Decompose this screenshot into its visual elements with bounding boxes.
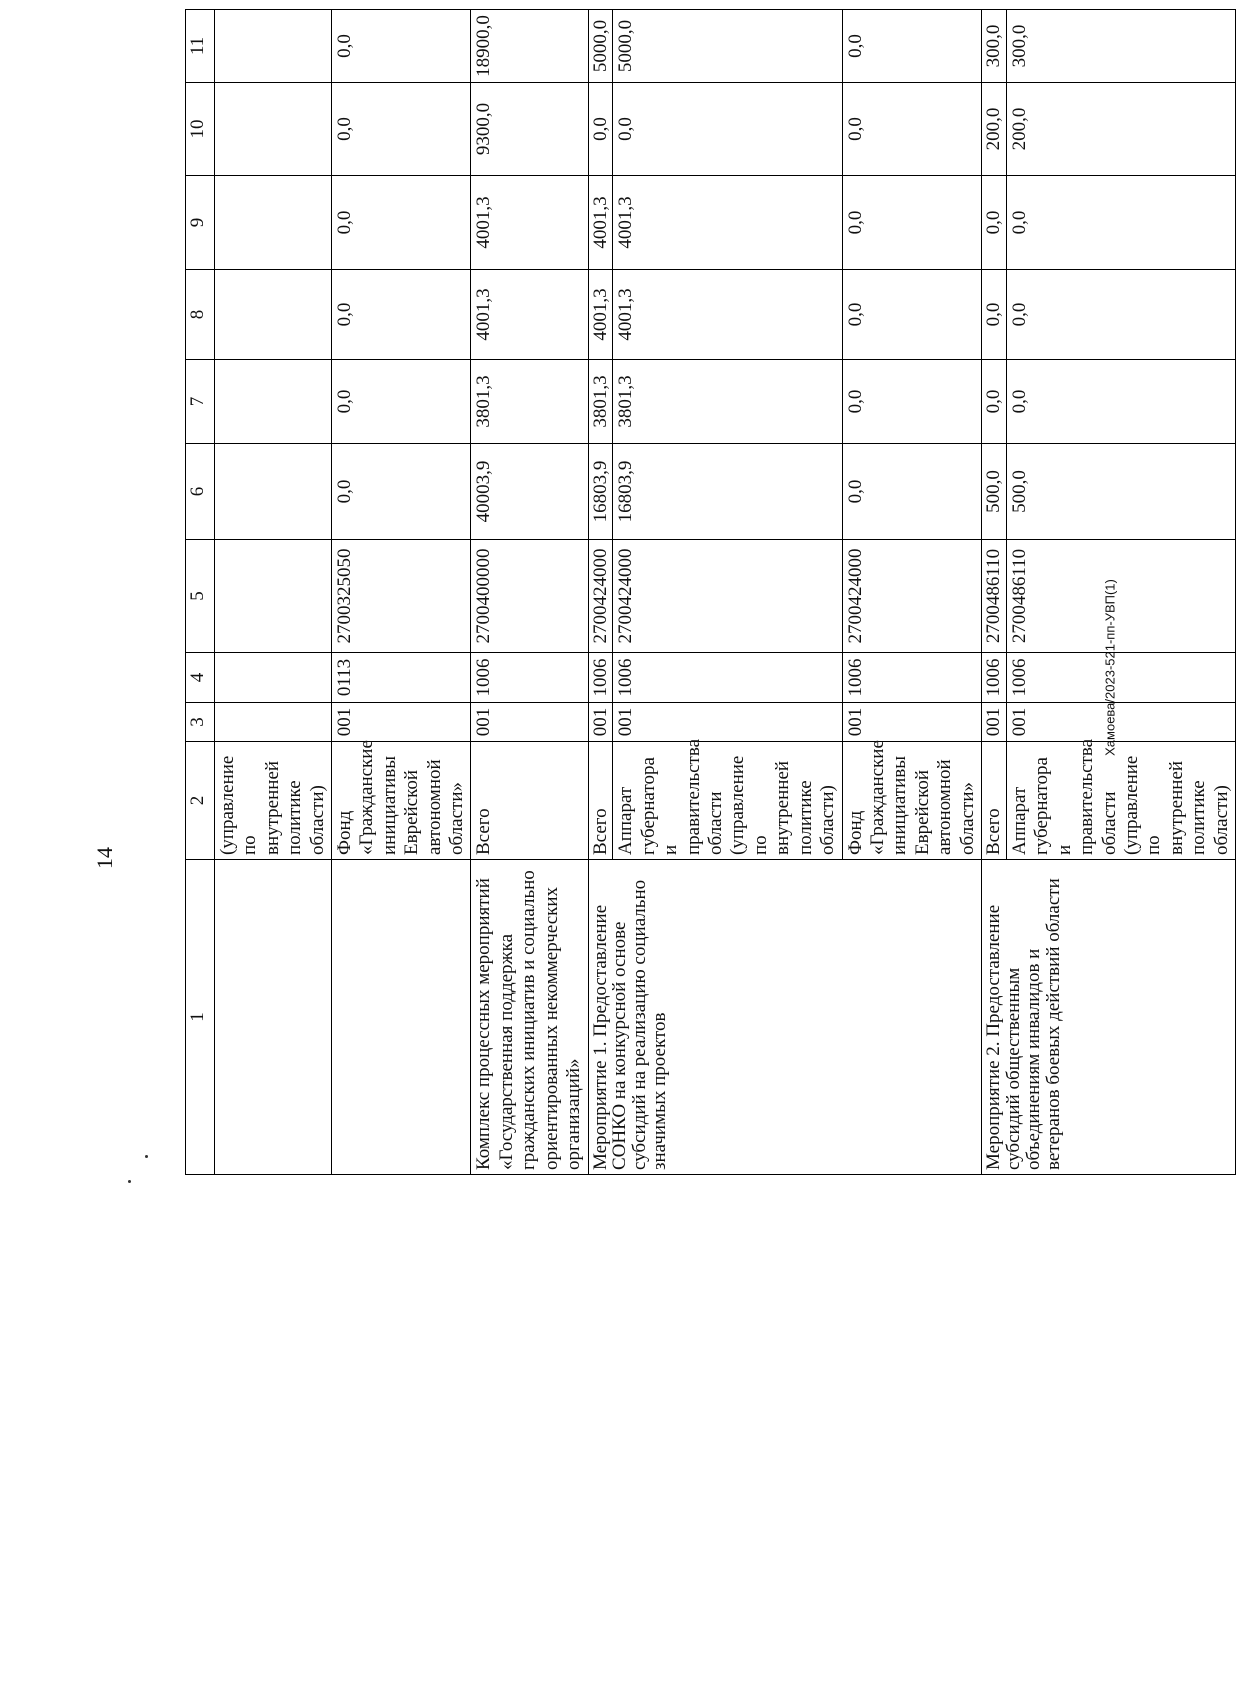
table-cell [215, 540, 332, 653]
column-header: 1 [186, 860, 215, 1175]
measure-name-cell [332, 860, 471, 1175]
table-cell: 0,0 [588, 83, 613, 176]
table-cell: 001 [588, 703, 613, 742]
column-header: 11 [186, 10, 215, 83]
measure-name-cell [215, 860, 332, 1175]
table-cell: 4001,3 [588, 270, 613, 360]
table-cell: 0,0 [332, 444, 471, 540]
table-cell: 0,0 [613, 83, 842, 176]
table-cell: 0,0 [1006, 270, 1235, 360]
column-header: 6 [186, 444, 215, 540]
table-cell: 1006 [842, 653, 981, 703]
table-cell: 9300,0 [471, 83, 588, 176]
table-cell: 0,0 [332, 10, 471, 83]
measure-name-cell: Комплекс процессных мероприятий «Государственная поддержка гражданских инициатив и социально ориентированных некоммерческих организаций» [471, 860, 588, 1175]
table-cell: 300,0 [1006, 10, 1235, 83]
table-cell: 0,0 [842, 270, 981, 360]
table-cell: 2700486110 [1006, 540, 1235, 653]
table-cell: 500,0 [1006, 444, 1235, 540]
table-cell: 1006 [471, 653, 588, 703]
measure-name-cell: Мероприятие 2. Предоставление субсидий общественным объединениям инвалидов и ветеранов боевых действий области [981, 860, 1235, 1175]
table-cell: 4001,3 [588, 176, 613, 270]
column-header: 10 [186, 83, 215, 176]
table-cell: 0,0 [842, 83, 981, 176]
table-cell: 0,0 [842, 176, 981, 270]
executor-cell: Всего [588, 742, 613, 860]
column-header: 2 [186, 742, 215, 860]
table-cell: 200,0 [1006, 83, 1235, 176]
column-header: 9 [186, 176, 215, 270]
table-cell: 001 [613, 703, 842, 742]
table-cell: 16803,9 [613, 444, 842, 540]
executor-cell: (управление по внутренней политике области) [215, 742, 332, 860]
executor-cell: Фонд «Гражданские инициативы Еврейской автономной области» [842, 742, 981, 860]
table-cell: 1006 [981, 653, 1006, 703]
table-cell: 001 [842, 703, 981, 742]
table-cell: 0113 [332, 653, 471, 703]
measure-name-cell: Мероприятие 1. Предоставление СОНКО на конкурсной основе субсидий на реализацию социально значимых проектов [588, 860, 981, 1175]
table-cell: 0,0 [332, 83, 471, 176]
table-cell: 4001,3 [471, 176, 588, 270]
table-row [332, 10, 471, 1175]
table-cell: 2700424000 [588, 540, 613, 653]
table-row [215, 10, 332, 1175]
column-header: 3 [186, 703, 215, 742]
table-cell: 500,0 [981, 444, 1006, 540]
table-cell: 001 [332, 703, 471, 742]
executor-cell: Аппарат губернатора и правительства области (управление по внутренней политике области) [613, 742, 842, 860]
table-cell: 0,0 [1006, 360, 1235, 444]
table-row [981, 10, 1006, 1175]
table-cell: 0,0 [1006, 176, 1235, 270]
executor-cell: Фонд «Гражданские инициативы Еврейской автономной области» [332, 742, 471, 860]
table-cell: 0,0 [981, 360, 1006, 444]
executor-cell: Всего [981, 742, 1006, 860]
table-cell [215, 653, 332, 703]
executor-cell: Аппарат губернатора и правительства области (управление по внутренней политике области) [1006, 742, 1235, 860]
table-cell: 4001,3 [471, 270, 588, 360]
table-cell: 1006 [1006, 653, 1235, 703]
table-cell: 0,0 [842, 444, 981, 540]
scan-speck [128, 1180, 131, 1183]
table-cell: 0,0 [842, 360, 981, 444]
document-code: Хамоева/2023-521-пп-УВП(1) [1102, 579, 1118, 756]
table-row [588, 10, 613, 1175]
scan-speck [145, 1155, 148, 1158]
table-cell: 4001,3 [613, 270, 842, 360]
column-header: 4 [186, 653, 215, 703]
table-cell [215, 444, 332, 540]
table-cell: 3801,3 [613, 360, 842, 444]
table-cell: 300,0 [981, 10, 1006, 83]
table-cell: 4001,3 [613, 176, 842, 270]
column-header: 7 [186, 360, 215, 444]
table-cell: 5000,0 [613, 10, 842, 83]
column-header: 5 [186, 540, 215, 653]
executor-cell: Всего [471, 742, 588, 860]
table-cell: 40003,9 [471, 444, 588, 540]
table-cell: 001 [471, 703, 588, 742]
table-cell: 3801,3 [588, 360, 613, 444]
table-cell: 2700424000 [613, 540, 842, 653]
table-cell: 16803,9 [588, 444, 613, 540]
table-cell: 0,0 [981, 270, 1006, 360]
table-row [471, 10, 588, 1175]
table-cell [215, 10, 332, 83]
table-cell: 0,0 [332, 360, 471, 444]
budget-table [185, 9, 1236, 1175]
table-cell: 1006 [588, 653, 613, 703]
table-cell: 2700424000 [842, 540, 981, 653]
table-cell: 5000,0 [588, 10, 613, 83]
table-header-row [186, 10, 215, 1175]
table-cell: 001 [1006, 703, 1235, 742]
table-cell [215, 83, 332, 176]
table-cell: 0,0 [981, 176, 1006, 270]
table-cell: 1006 [613, 653, 842, 703]
table-cell [215, 176, 332, 270]
table-cell: 0,0 [332, 176, 471, 270]
table-cell: 2700325050 [332, 540, 471, 653]
page-number: 14 [92, 847, 117, 869]
table-cell [215, 360, 332, 444]
table-cell: 0,0 [842, 10, 981, 83]
table-cell [215, 270, 332, 360]
table-cell: 18900,0 [471, 10, 588, 83]
column-header: 8 [186, 270, 215, 360]
table-cell [215, 703, 332, 742]
table-cell: 001 [981, 703, 1006, 742]
table-cell: 2700400000 [471, 540, 588, 653]
table-cell: 3801,3 [471, 360, 588, 444]
table-cell: 0,0 [332, 270, 471, 360]
table-cell: 2700486110 [981, 540, 1006, 653]
table-cell: 200,0 [981, 83, 1006, 176]
